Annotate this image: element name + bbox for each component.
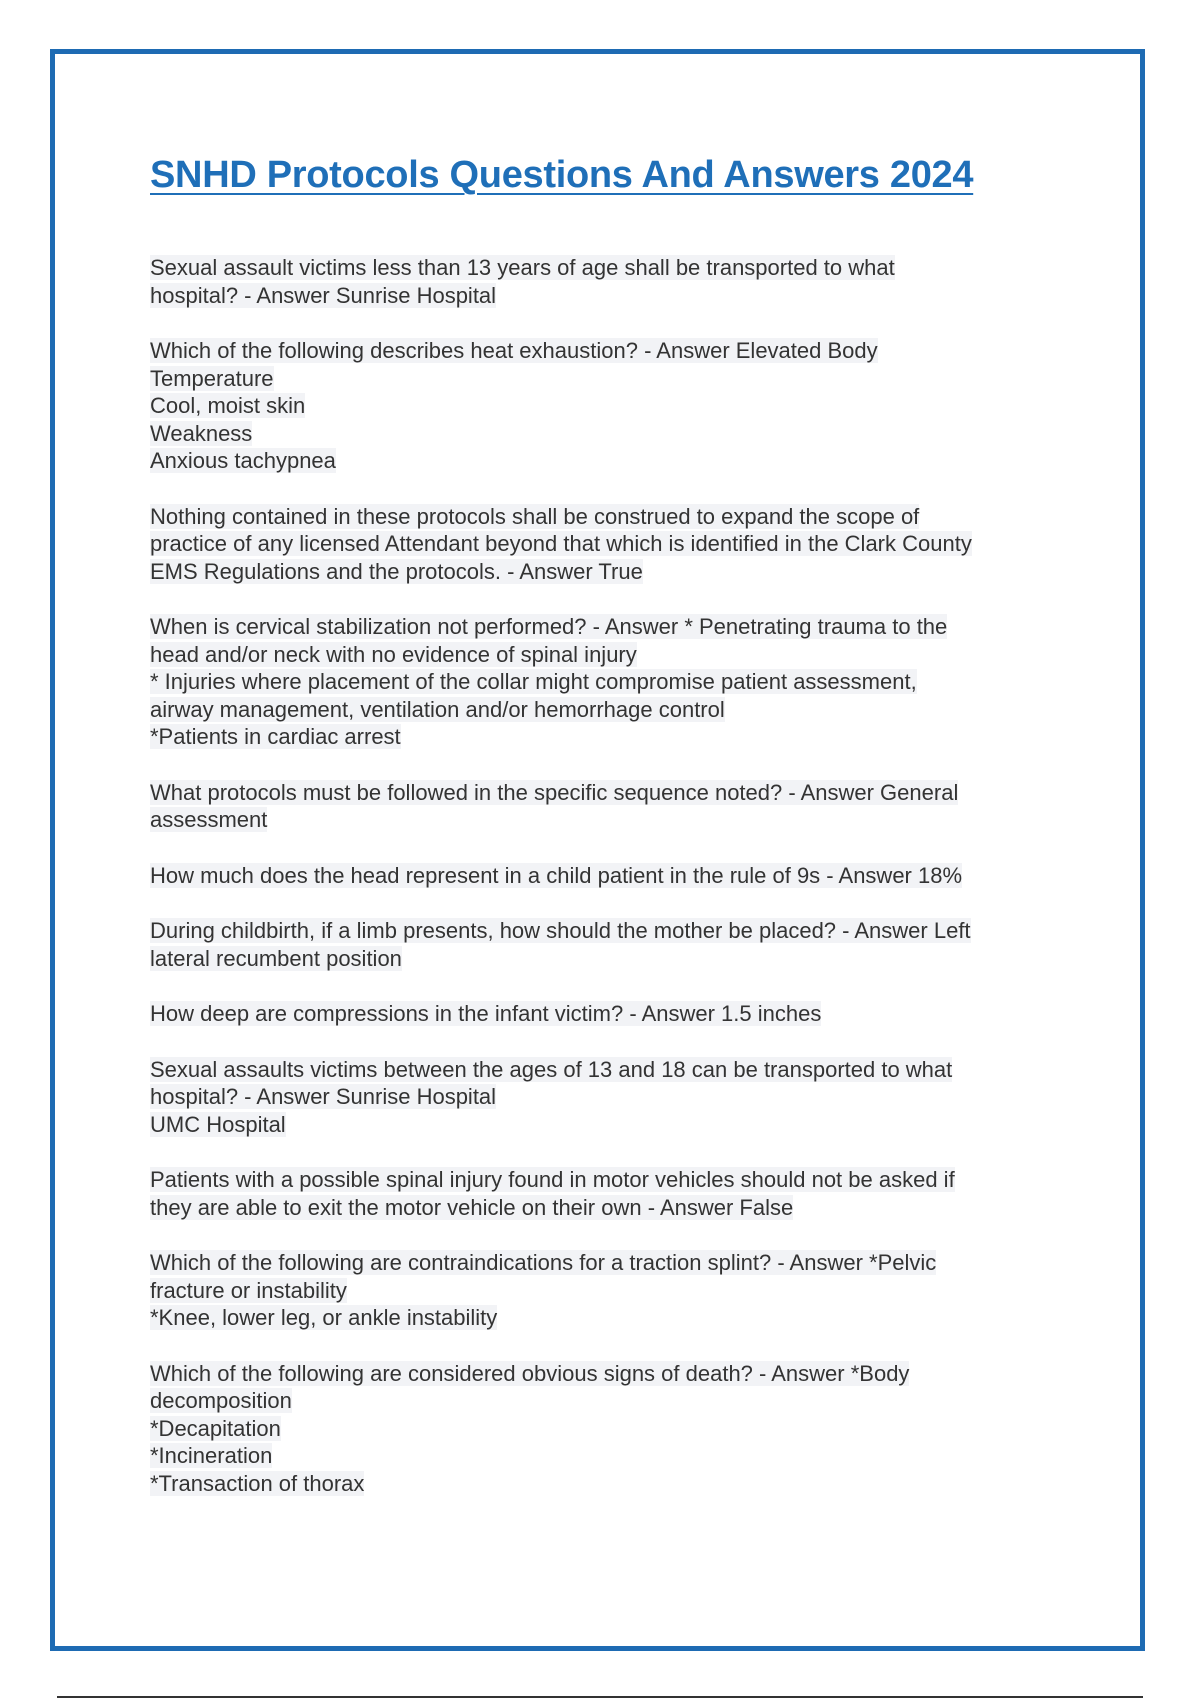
qa-line <box>150 1360 1100 1388</box>
qa-line <box>150 1249 1100 1277</box>
qa-line-text: UMC Hospital <box>150 1111 286 1137</box>
qa-line <box>150 1387 1100 1415</box>
qa-line <box>150 447 1100 475</box>
qa-line <box>150 254 1100 282</box>
qa-line-text: How deep are compressions in the infant victim? - Answer 1.5 inches <box>150 1001 822 1026</box>
qa-line-text: decomposition <box>150 1388 292 1413</box>
qa-line-text: Nothing contained in these protocols shall be construed to expand the scope of <box>150 503 920 529</box>
page-frame <box>50 49 1145 1651</box>
qa-line <box>150 779 1100 807</box>
qa-line-text: head and/or neck with no evidence of spinal injury <box>150 641 637 667</box>
qa-line-text: Temperature <box>150 365 274 391</box>
qa-line <box>150 1000 1100 1028</box>
qa-line <box>150 365 1100 393</box>
qa-line-text: When is cervical stabilization not performed? - Answer * Penetrating trauma to the <box>150 614 948 639</box>
qa-line <box>150 1166 1100 1194</box>
qa-line-text: Which of the following are considered obvious signs of death? - Answer *Body <box>150 1360 910 1386</box>
qa-item <box>150 337 1100 475</box>
qa-item <box>150 1249 1100 1332</box>
qa-item <box>150 1360 1100 1498</box>
qa-item <box>150 1166 1100 1221</box>
qa-line-text: lateral recumbent position <box>150 945 402 971</box>
qa-line <box>150 282 1100 310</box>
qa-line-text: Which of the following describes heat exhaustion? - Answer Elevated Body <box>150 338 878 363</box>
qa-item <box>150 1056 1100 1139</box>
qa-item <box>150 613 1100 751</box>
qa-line-text: What protocols must be followed in the specific sequence noted? - Answer General <box>150 779 959 805</box>
qa-line-text: *Incineration <box>150 1443 273 1468</box>
qa-line-text: hospital? - Answer Sunrise Hospital <box>150 282 497 308</box>
qa-line <box>150 503 1100 531</box>
qa-line-text: Anxious tachypnea <box>150 448 336 473</box>
qa-line <box>150 917 1100 945</box>
qa-line <box>150 641 1100 669</box>
qa-line <box>150 696 1100 724</box>
qa-line <box>150 1277 1100 1305</box>
qa-line-text: *Transaction of thorax <box>150 1470 365 1496</box>
qa-item <box>150 254 1100 309</box>
qa-line <box>150 1111 1100 1139</box>
qa-line-text: Patients with a possible spinal injury found in motor vehicles should not be asked if <box>150 1167 955 1192</box>
qa-line <box>150 723 1100 751</box>
qa-line-text: Cool, moist skin <box>150 393 306 418</box>
qa-item <box>150 917 1100 972</box>
qa-item <box>150 503 1100 586</box>
qa-line <box>150 1442 1100 1470</box>
qa-item <box>150 779 1100 834</box>
qa-line <box>150 1083 1100 1111</box>
qa-line <box>150 1194 1100 1222</box>
qa-line-text: During childbirth, if a limb presents, how should the mother be placed? - Answer Left <box>150 918 971 943</box>
qa-line <box>150 337 1100 365</box>
qa-line-text: Sexual assault victims less than 13 years of age shall be transported to what <box>150 255 895 280</box>
qa-line <box>150 1415 1100 1443</box>
qa-line <box>150 945 1100 973</box>
qa-line <box>150 862 1100 890</box>
qa-line <box>150 1470 1100 1498</box>
qa-line-text: assessment <box>150 807 268 832</box>
page-bottom-rule <box>57 1696 1143 1698</box>
qa-line <box>150 668 1100 696</box>
qa-line-text: * Injuries where placement of the collar might compromise patient assessment, <box>150 669 917 694</box>
qa-line-text: they are able to exit the motor vehicle on their own - Answer False <box>150 1194 794 1220</box>
qa-line-text: hospital? - Answer Sunrise Hospital <box>150 1084 497 1109</box>
qa-line-text: How much does the head represent in a child patient in the rule of 9s - Answer 18% <box>150 862 963 888</box>
qa-line-text: fracture or instability <box>150 1277 347 1303</box>
qa-line-text: *Patients in cardiac arrest <box>150 724 401 749</box>
qa-line <box>150 558 1100 586</box>
qa-line <box>150 530 1100 558</box>
qa-line-text: Sexual assaults victims between the ages of 13 and 18 can be transported to what <box>150 1056 953 1082</box>
qa-line-text: Which of the following are contraindications for a traction splint? - Answer *Pelvic <box>150 1250 937 1275</box>
qa-line-text: *Knee, lower leg, or ankle instability <box>150 1305 498 1330</box>
qa-item <box>150 1000 1100 1028</box>
document-title: SNHD Protocols Questions And Answers 2024 <box>150 154 974 196</box>
qa-line-text: Weakness <box>150 420 253 446</box>
qa-item <box>150 862 1100 890</box>
qa-line-text: *Decapitation <box>150 1415 281 1441</box>
qa-line <box>150 1304 1100 1332</box>
qa-line <box>150 1056 1100 1084</box>
qa-line-text: EMS Regulations and the protocols. - Answer True <box>150 558 643 584</box>
qa-line <box>150 806 1100 834</box>
qa-line <box>150 392 1100 420</box>
qa-line-text: practice of any licensed Attendant beyond that which is identified in the Clark County <box>150 531 972 556</box>
qa-line <box>150 420 1100 448</box>
qa-line <box>150 613 1100 641</box>
qa-line-text: airway management, ventilation and/or hemorrhage control <box>150 696 725 722</box>
qa-list <box>150 254 1100 1525</box>
